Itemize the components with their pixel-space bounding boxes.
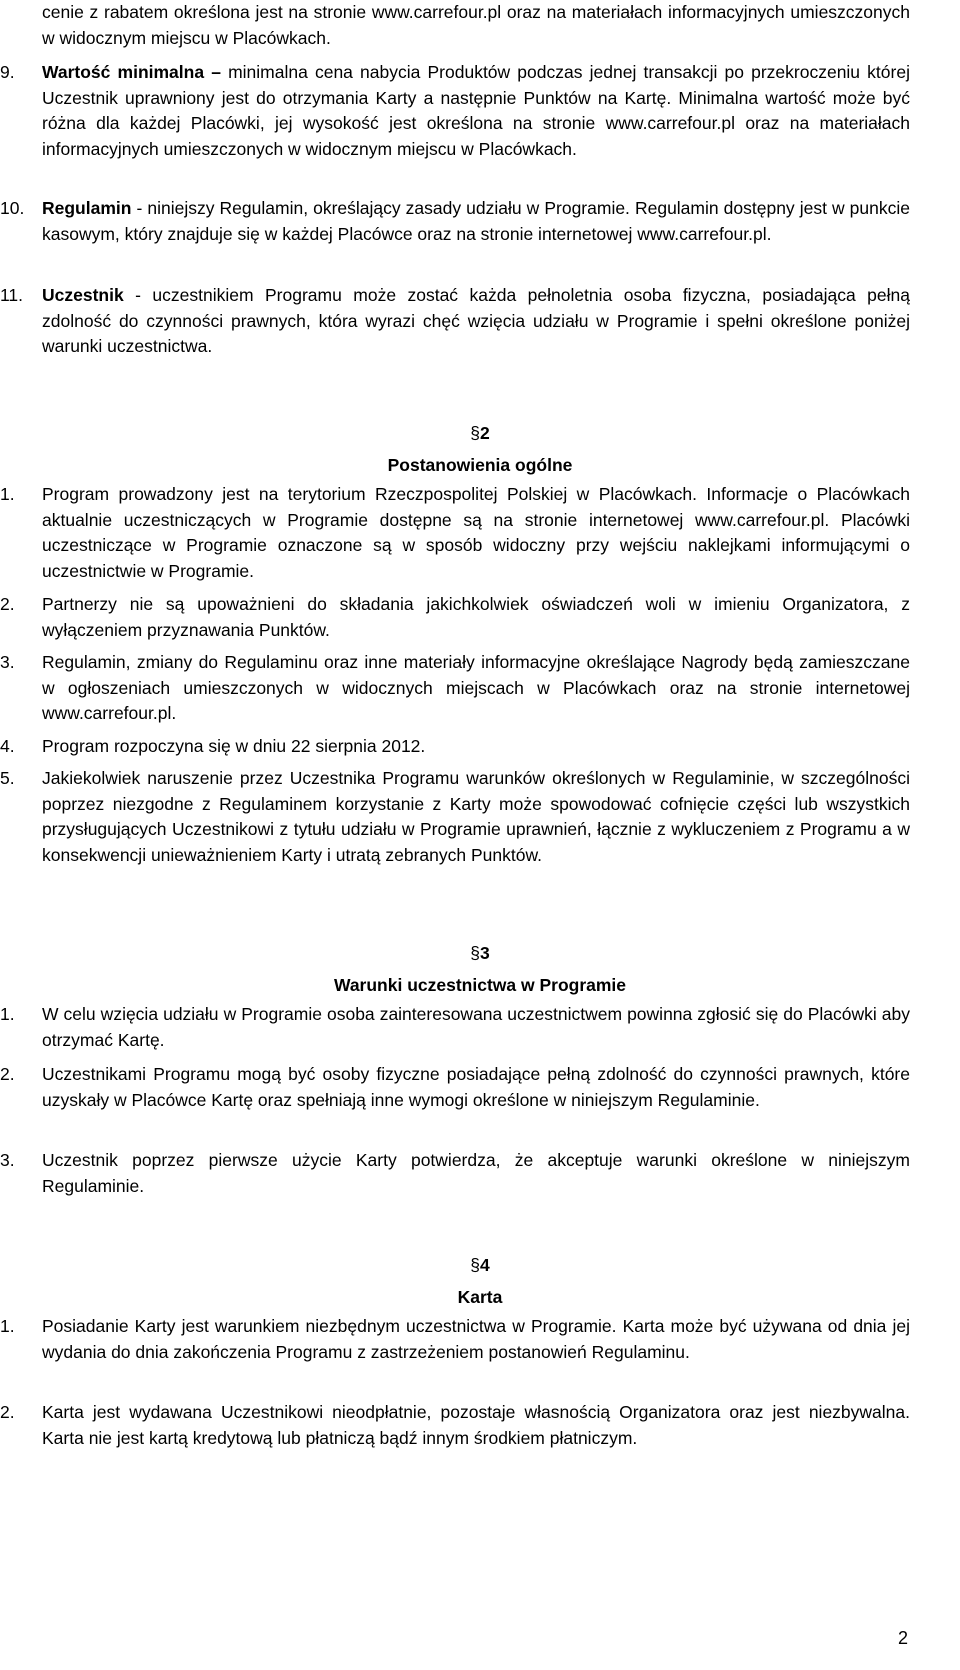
item-number: 5. — [0, 768, 15, 788]
section-title: Postanowienia ogólne — [387, 455, 573, 475]
definition-item — [0, 283, 910, 360]
definition-item — [0, 60, 910, 162]
item-text: Program rozpoczyna się w dniu 22 sierpnia 2012. — [42, 736, 426, 756]
definition-body — [42, 60, 910, 162]
item-number: 9. — [0, 62, 15, 82]
continued-paragraph: cenie z rabatem określona jest na stronie www.carrefour.pl oraz na materiałach informacyjnych umieszczonych w widocznym miejscu w Placówkach. — [42, 2, 910, 48]
list-item — [0, 734, 910, 760]
definition-term: Wartość minimalna — [42, 62, 205, 82]
definition-body — [42, 283, 910, 360]
item-text: Uczestnikami Programu mogą być osoby fizyczne posiadające pełną zdolność do czynności prawnych, które uzyskały w Placówce Kartę oraz spełniają inne wymogi określone w niniejszym Regulaminie. — [42, 1064, 910, 1110]
section-title: Warunki uczestnictwa w Programie — [333, 975, 627, 995]
list-item — [0, 1062, 910, 1113]
item-number: 2. — [0, 594, 15, 614]
item-text: W celu wzięcia udziału w Programie osoba zainteresowana uczestnictwem powinna zgłosić się do Placówki aby otrzymać Kartę. — [42, 1004, 910, 1050]
item-number: 2. — [0, 1402, 15, 1422]
definition-item — [0, 196, 910, 247]
definition-body — [42, 196, 910, 247]
section-number: §2 — [470, 423, 490, 443]
definition-term: Uczestnik — [42, 285, 124, 305]
item-number: 10. — [0, 198, 25, 218]
definition-separator: – — [204, 62, 229, 82]
item-text: Regulamin, zmiany do Regulaminu oraz inne materiały informacyjne określające Nagrody będą zamieszczane w ogłoszeniach umieszczonych w widocznych miejscach w Placówkach oraz na stronie internetowej www.carrefour.pl. — [42, 652, 910, 723]
section-title: Karta — [457, 1287, 503, 1307]
list-item — [0, 1148, 910, 1199]
item-text: Karta jest wydawana Uczestnikowi nieodpłatnie, pozostaje własnością Organizatora oraz jest niezbywalna. Karta nie jest kartą kredytową lub płatniczą bądź innym środkiem płatniczym. — [42, 1402, 910, 1448]
page-number: 2 — [897, 1628, 908, 1648]
definition-term: Regulamin — [42, 198, 132, 218]
list-item — [0, 592, 910, 643]
list-item — [0, 1002, 910, 1053]
item-text: Jakiekolwiek naruszenie przez Uczestnika Programu warunków określonych w Regulaminie, w szczególności poprzez niezgodne z Regulaminem korzystanie z Karty może spowodować cofnięcie części lub wszystkich przysługujących Uczestnikowi z tytułu udziału w Programie uprawnień, łącznie z wykluczeniem z Programu a w konsekwencji unieważnieniem Karty i utratą zebranych Punktów. — [42, 768, 910, 865]
list-item — [0, 1400, 910, 1451]
item-text: Uczestnik poprzez pierwsze użycie Karty potwierdza, że akceptuje warunki określone w niniejszym Regulaminie. — [42, 1150, 910, 1196]
definition-text: minimalna cena nabycia Produktów podczas jednej transakcji po przekroczeniu której Uczestnik uprawniony jest do otrzymania Karty a następnie Punktów na Kartę. Minimalna wartość może być różna dla każdej Placówki, jej wysokość jest określona na stronie www.carrefour.pl oraz na materiałach informacyjnych umieszczonych w widocznym miejscu w Placówkach. — [42, 62, 910, 159]
list-item — [0, 650, 910, 727]
section-number: §4 — [470, 1255, 490, 1275]
item-text: Partnerzy nie są upoważnieni do składania jakichkolwiek oświadczeń woli w imieniu Organizatora, z wyłączeniem przyznawania Punktów. — [42, 594, 910, 640]
item-number: 3. — [0, 652, 15, 672]
item-text: Posiadanie Karty jest warunkiem niezbędnym uczestnictwa w Programie. Karta może być używana od dnia jej wydania do dnia zakończenia Programu z zastrzeżeniem postanowień Regulaminu. — [42, 1316, 910, 1362]
item-number: 11. — [0, 285, 24, 305]
definition-text: niniejszy Regulamin, określający zasady udziału w Programie. Regulamin dostępny jest w punkcie kasowym, który znajduje się w każdej Placówce oraz na stronie internetowej www.carrefour.pl. — [42, 198, 910, 244]
item-number: 2. — [0, 1064, 15, 1084]
item-text: Program prowadzony jest na terytorium Rzeczpospolitej Polskiej w Placówkach. Informacje o Placówkach aktualnie uczestniczących w Programie dostępne są na stronie internetowej www.carrefour.pl. Placówki uczestniczące w Programie oznaczone są w sposób widoczny przy wejściu naklejkami informującymi o uczestnictwie w Programie. — [42, 484, 910, 581]
item-number: 4. — [0, 736, 15, 756]
definition-separator: - — [131, 198, 148, 218]
item-number: 3. — [0, 1150, 15, 1170]
list-item — [0, 766, 910, 868]
item-number: 1. — [0, 1316, 15, 1336]
definition-separator: - — [123, 285, 153, 305]
section-number: §3 — [470, 943, 490, 963]
definition-text: uczestnikiem Programu może zostać każda pełnoletnia osoba fizyczna, posiadająca pełną zdolność do czynności prawnych, która wyrazi chęć wzięcia udziału w Programie i spełni określone poniżej warunki uczestnictwa. — [42, 285, 910, 356]
item-number: 1. — [0, 1004, 15, 1024]
list-item — [0, 482, 910, 584]
list-item — [0, 1314, 910, 1365]
item-number: 1. — [0, 484, 15, 504]
